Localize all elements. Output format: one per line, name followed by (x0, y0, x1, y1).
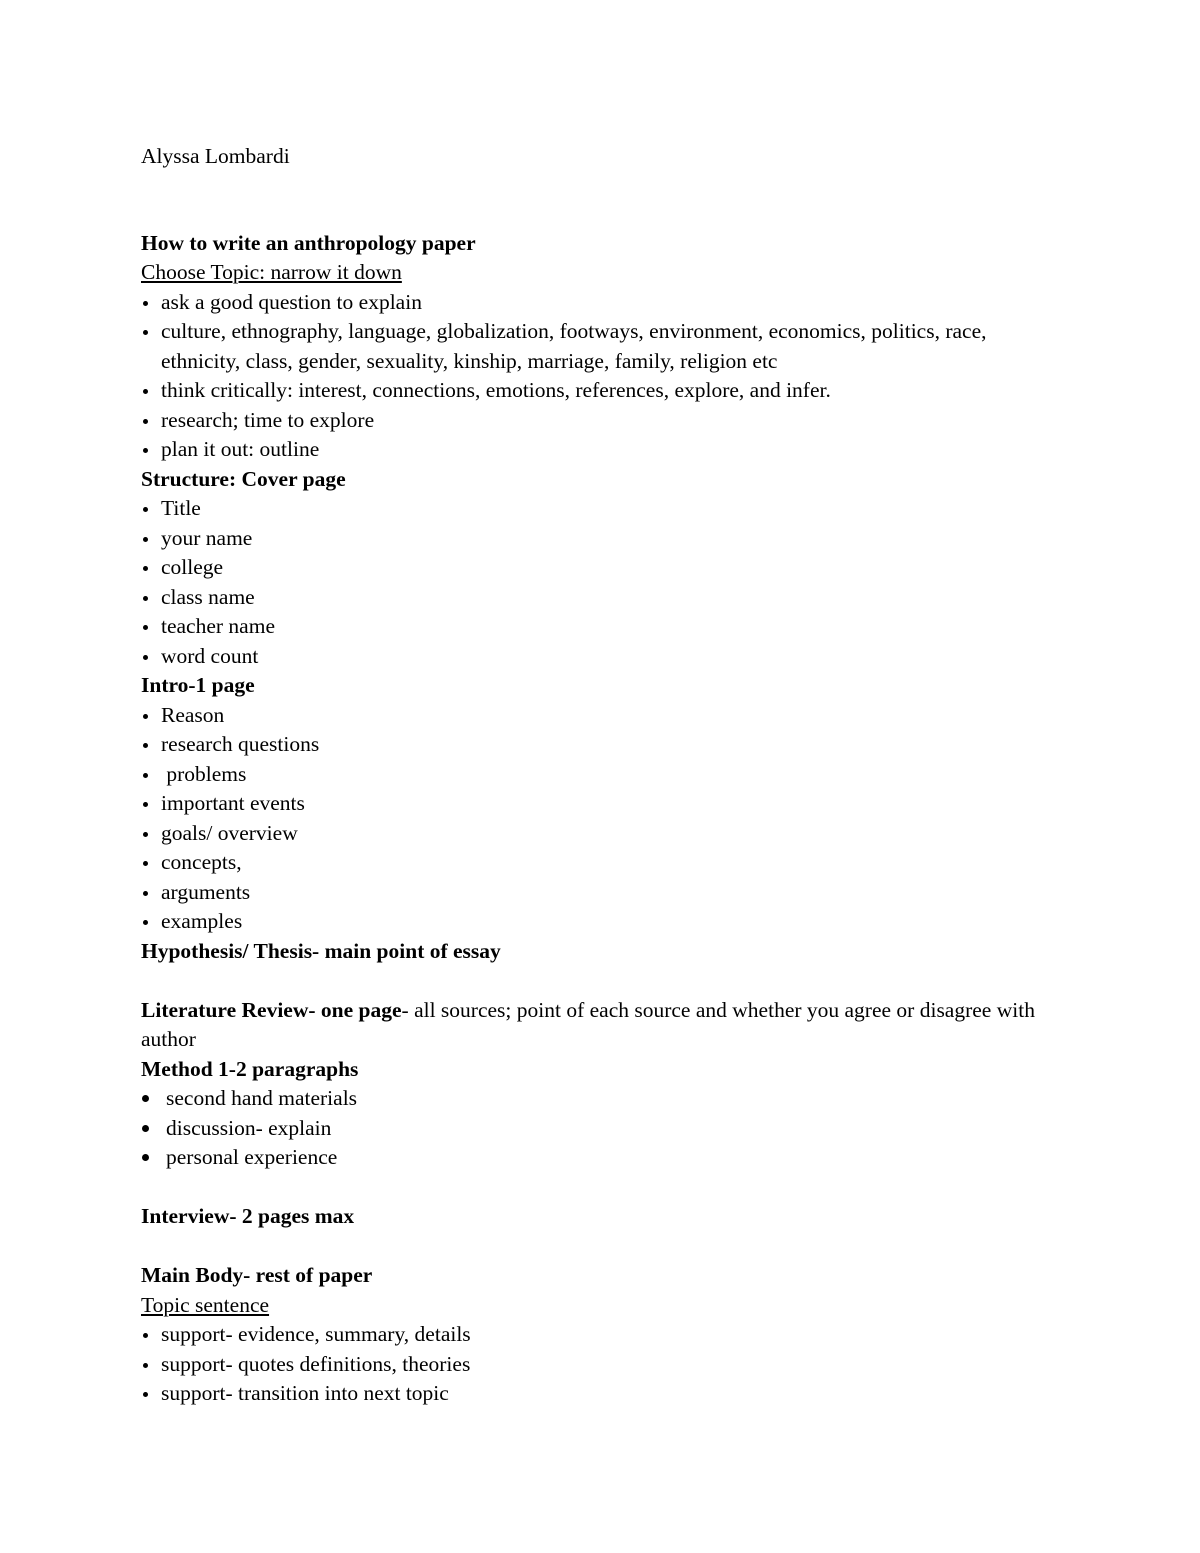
literature-review-heading: Literature Review- one page (141, 997, 402, 1022)
choose-topic-heading: Choose Topic: narrow it down (141, 260, 402, 284)
list-item: problems (141, 760, 1041, 790)
list-item: culture, ethnography, language, globalization, footways, environment, economics, politics, race, ethnicity, class, gender, sexuality, kinship, marriage, family, religion etc (141, 317, 1041, 376)
author-name: Alyssa Lombardi (141, 144, 290, 168)
list-item: teacher name (141, 612, 1041, 642)
topic-sentence-heading: Topic sentence (141, 1292, 270, 1317)
choose-topic-list (141, 288, 1041, 465)
list-item: Title (141, 494, 1041, 524)
list-item: arguments (141, 878, 1041, 908)
structure-heading: Structure: Cover page (141, 466, 346, 491)
list-item: think critically: interest, connections, emotions, references, explore, and infer. (141, 376, 1041, 406)
main-body-list (141, 1320, 1041, 1409)
list-item: support- evidence, summary, details (141, 1320, 1041, 1350)
document-title: How to write an anthropology paper (141, 230, 476, 255)
literature-review-text: - all sources; point of each source and whether you agree or disagree with author (141, 997, 1035, 1051)
interview-heading: Interview- 2 pages max (141, 1204, 355, 1228)
list-item: research; time to explore (141, 406, 1041, 436)
list-item: examples (141, 907, 1041, 937)
method-list (141, 1084, 1041, 1173)
list-item: personal experience (141, 1143, 1041, 1173)
list-item: Reason (141, 701, 1041, 731)
list-item: word count (141, 642, 1041, 672)
spacer (141, 1232, 1041, 1262)
list-item: important events (141, 789, 1041, 819)
list-item: class name (141, 583, 1041, 613)
list-item: support- transition into next topic (141, 1379, 1041, 1409)
spacer (141, 1173, 1041, 1203)
list-item: goals/ overview (141, 819, 1041, 849)
intro-list (141, 701, 1041, 937)
list-item: college (141, 553, 1041, 583)
structure-list (141, 494, 1041, 671)
list-item: concepts, (141, 848, 1041, 878)
list-item: support- quotes definitions, theories (141, 1350, 1041, 1380)
literature-review-paragraph (141, 996, 1041, 1055)
list-item: research questions (141, 730, 1041, 760)
spacer (141, 172, 1041, 229)
main-body-heading: Main Body- rest of paper (141, 1263, 373, 1287)
list-item: discussion- explain (141, 1114, 1041, 1144)
list-item: your name (141, 524, 1041, 554)
list-item: second hand materials (141, 1084, 1041, 1114)
document-page (141, 142, 1041, 1409)
list-item: ask a good question to explain (141, 288, 1041, 318)
method-heading: Method 1-2 paragraphs (141, 1056, 359, 1081)
hypothesis-heading: Hypothesis/ Thesis- main point of essay (141, 938, 501, 963)
spacer (141, 966, 1041, 996)
intro-heading: Intro-1 page (141, 673, 255, 697)
list-item: plan it out: outline (141, 435, 1041, 465)
